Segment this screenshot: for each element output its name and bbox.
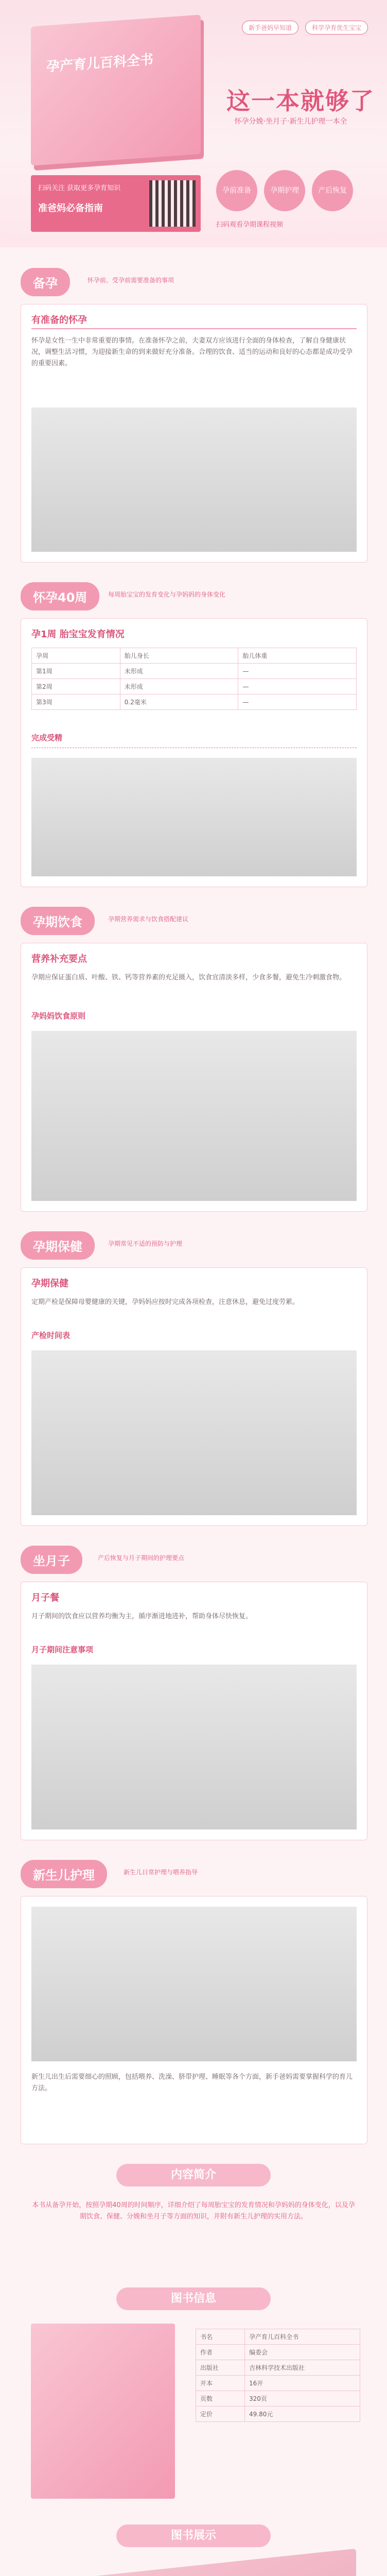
- table-row: 第1周 未形成 —: [32, 664, 357, 679]
- circle-1: 孕前准备: [216, 170, 257, 211]
- section-title-2: 怀孕40周: [21, 582, 99, 611]
- card-text-1: 怀孕是女性一生中非常重要的事情。在准备怀孕之前，夫妻双方应该进行全面的身体检查，了解自身健康状况，调整生活习惯，为迎接新生命的到来做好充分准备。合理的饮食、适当的运动和良好的心态都是成功受孕的重要因素。: [31, 337, 353, 367]
- table-row: 第3周 0.2毫米 —: [32, 694, 357, 710]
- section-title-6: 新生儿护理: [21, 1860, 107, 1888]
- photo-3: [31, 1031, 357, 1201]
- book-cover-image: [31, 14, 201, 165]
- card-title-3: 营养补充要点: [31, 954, 87, 964]
- hero-circles: [216, 170, 357, 211]
- photo-2: [31, 758, 357, 876]
- section-title-5: 坐月子: [21, 1546, 82, 1574]
- info-row: 书名 孕产育儿百科全书: [196, 2329, 360, 2345]
- hero-badges: [242, 21, 372, 35]
- card-title-5: 月子餐: [31, 1592, 59, 1603]
- sub-title-3: 孕妈妈饮食原则: [31, 1011, 86, 1021]
- slogan: 这一本就够了: [226, 87, 375, 115]
- section-title-8: 图书信息: [116, 2287, 271, 2310]
- card-title-4: 孕期保健: [31, 1278, 68, 1289]
- divider: [31, 328, 357, 329]
- qr-panel[interactable]: [31, 175, 201, 232]
- info-row: 作者 编委会: [196, 2345, 360, 2360]
- section-tag-1: 怀孕前、受孕前需要准备的事项: [87, 277, 174, 284]
- table-row: 孕周 胎儿身长 胎儿体重: [32, 648, 357, 664]
- sub-title-2: 完成受精: [31, 733, 63, 742]
- card-text-6: 新生儿出生后需要细心的照顾，包括喂养、洗澡、脐带护理、睡眠等各个方面，新手爸妈需要掌握科学的育儿方法。: [31, 2073, 353, 2092]
- section-tag-5: 产后恢复与月子期间的护理要点: [98, 1554, 185, 1562]
- badge-2: 科学孕育优生宝宝: [305, 21, 368, 35]
- sub-title-5: 月子期间注意事项: [31, 1645, 94, 1654]
- table-row: 第2周 未形成 —: [32, 679, 357, 694]
- book-3d-image: [31, 2549, 356, 2576]
- circle-3: 产后恢复: [312, 170, 353, 211]
- book-cover-small: [31, 2324, 175, 2499]
- section-title-4: 孕期保健: [21, 1231, 95, 1260]
- photo-1: [31, 408, 357, 552]
- section-tag-2: 每周胎宝宝的发育变化与孕妈妈的身体变化: [108, 591, 226, 598]
- card-title-1: 有准备的怀孕: [31, 315, 87, 326]
- card-text-3: 孕期应保证蛋白质、叶酸、铁、钙等营养素的充足摄入，饮食宜清淡多样，少食多餐，避免生冷刺激食物。: [31, 974, 346, 981]
- section-card-5: [21, 1582, 367, 1840]
- section-title-9: 图书展示: [116, 2524, 271, 2547]
- info-row: 出版社 吉林科学技术出版社: [196, 2360, 360, 2376]
- section-tag-4: 孕期常见不适的预防与护理: [108, 1240, 183, 1247]
- card-text-4: 定期产检是保障母婴健康的关键，孕妈妈应按时完成各项检查，注意休息，避免过度劳累。: [31, 1298, 300, 1306]
- section-tag-6: 新生儿日常护理与喂养指导: [124, 1869, 198, 1876]
- sub-title-4: 产检时间表: [31, 1331, 71, 1340]
- section-card-6: [21, 1896, 367, 2144]
- card-text-5: 月子期间的饮食应以营养均衡为主，循序渐进地进补，帮助身体尽快恢复。: [31, 1613, 253, 1620]
- section-title-1: 备孕: [21, 268, 70, 296]
- intro-text: 本书从备孕开始，按照孕期40周的时间顺序，详细介绍了每周胎宝宝的发育情况和孕妈妈的身体变化，以及孕期饮食、保健、分娩和坐月子等方面的知识，并附有新生儿护理的实用方法。: [32, 2201, 355, 2221]
- section-card-2: [21, 618, 367, 887]
- card-title-2: 孕1周 胎宝宝发育情况: [31, 629, 125, 640]
- slogan-sub: 怀孕分娩·坐月子·新生儿护理一本全: [234, 117, 347, 126]
- info-row: 开本 16开: [196, 2376, 360, 2391]
- qr-line-1: 扫码关注 获取更多孕育知识: [38, 184, 121, 192]
- info-row: 定价 49.80元: [196, 2406, 360, 2422]
- circle-2: 孕期护理: [264, 170, 305, 211]
- photo-6: [31, 1907, 357, 2061]
- book-info-table: [196, 2329, 360, 2422]
- qr-line-2: 准爸妈必备指南: [38, 203, 103, 214]
- photo-4: [31, 1350, 357, 1515]
- section-card-4: [21, 1267, 367, 1526]
- badge-1: 新手爸妈早知道: [242, 21, 298, 35]
- section-card-1: [21, 304, 367, 563]
- hero-note: 扫码观看孕期课程视频: [216, 221, 284, 229]
- section-title-3: 孕期饮食: [21, 907, 95, 935]
- qr-code-icon[interactable]: [149, 180, 196, 227]
- cover-title: 孕产育儿百科全书: [46, 52, 154, 75]
- section-title-7: 内容简介: [116, 2164, 271, 2187]
- section-tag-3: 孕期营养需求与饮食搭配建议: [108, 916, 189, 923]
- photo-5: [31, 1665, 357, 1829]
- growth-table: [31, 648, 357, 710]
- info-row: 页数 320页: [196, 2391, 360, 2406]
- section-card-3: [21, 943, 367, 1212]
